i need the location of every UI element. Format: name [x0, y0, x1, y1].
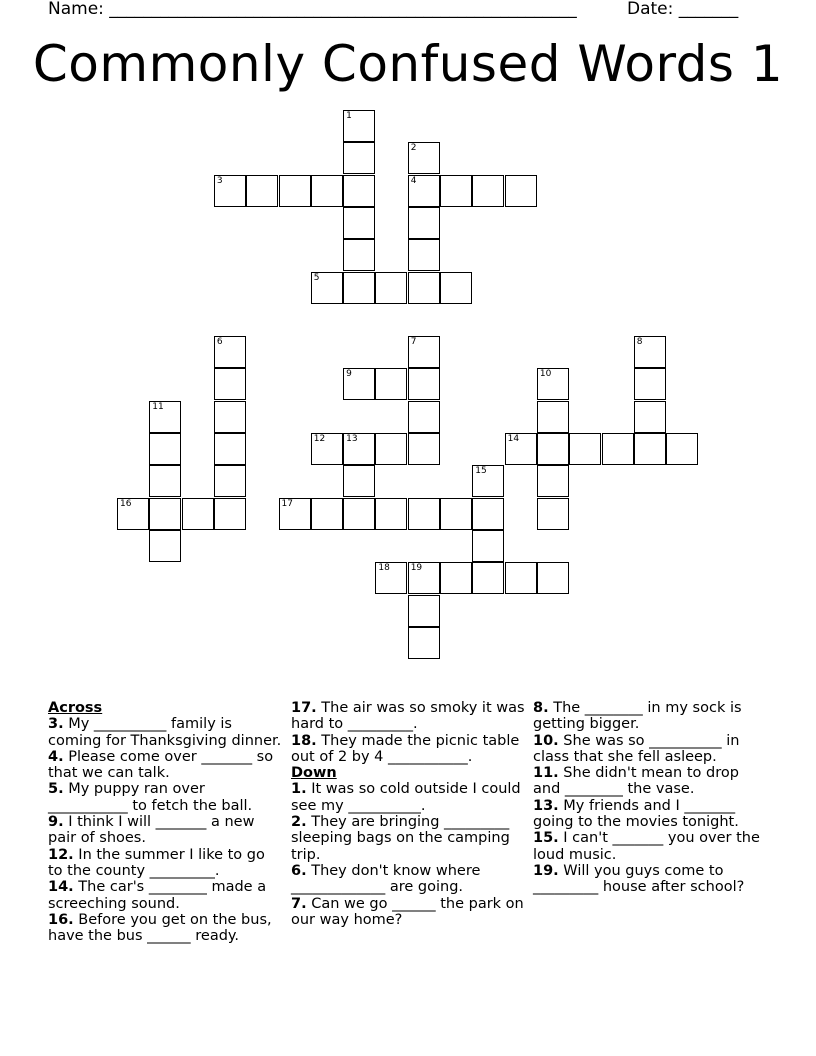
grid-cell[interactable]: [214, 336, 246, 368]
grid-cell[interactable]: [602, 433, 634, 465]
grid-cell[interactable]: [214, 175, 246, 207]
clue-down-6: 6. They don't know where _____________ are going.: [291, 862, 481, 896]
grid-cell[interactable]: [375, 368, 407, 400]
grid-cell[interactable]: [343, 433, 375, 465]
clue-down-15: 15. I can't _______ you over the loud music.: [533, 830, 760, 863]
cell-number: 14: [507, 434, 520, 444]
grid-cell[interactable]: [214, 433, 246, 465]
cell-number: 2: [410, 143, 417, 154]
grid-cell[interactable]: [505, 175, 537, 207]
grid-cell[interactable]: [149, 498, 181, 530]
clue-across-5: 5. My puppy ran over ___________ to fetch the ball.: [48, 781, 253, 814]
grid-cell[interactable]: [408, 336, 440, 368]
grid-cell[interactable]: [408, 562, 440, 594]
grid-cell[interactable]: [375, 272, 407, 304]
grid-cell[interactable]: [343, 272, 375, 304]
grid-cell[interactable]: [311, 272, 343, 304]
grid-cell[interactable]: [343, 175, 375, 207]
grid-cell[interactable]: [117, 498, 149, 530]
grid-cell[interactable]: [214, 368, 246, 400]
clue-across-14: 14. The car's ________ made a screeching sound.: [48, 879, 267, 912]
grid-cell[interactable]: [343, 142, 375, 174]
grid-cell[interactable]: [279, 498, 311, 530]
grid-cell[interactable]: [408, 627, 440, 659]
cell-number: 12: [313, 434, 326, 444]
grid-cell[interactable]: [408, 239, 440, 271]
grid-cell[interactable]: [408, 207, 440, 239]
clues-column-1: [48, 700, 284, 944]
clues-column-2: [291, 700, 527, 928]
clue-down-10: 10. She was so __________ in class that she fell asleep.: [533, 732, 740, 765]
grid-cell[interactable]: [408, 142, 440, 174]
grid-cell[interactable]: [666, 433, 698, 465]
grid-cell[interactable]: [537, 368, 569, 400]
across-heading: Across: [48, 700, 103, 716]
cell-number: 6: [216, 337, 223, 348]
grid-cell[interactable]: [537, 498, 569, 530]
cell-number: 3: [216, 175, 223, 186]
grid-cell[interactable]: [408, 498, 440, 530]
grid-cell[interactable]: [440, 175, 472, 207]
cell-number: 18: [378, 563, 390, 574]
clues-column-3: [533, 700, 769, 896]
grid-cell[interactable]: [472, 498, 504, 530]
clue-across-3: 3. My __________ family is coming for Thanksgiving dinner.: [48, 716, 282, 749]
cell-number: 19: [410, 563, 423, 574]
grid-cell[interactable]: [149, 465, 181, 497]
cell-number: 16: [120, 498, 132, 509]
grid-cell[interactable]: [311, 175, 343, 207]
clue-across-4: 4. Please come over _______ so that we can talk.: [48, 748, 274, 782]
name-field[interactable]: Name: _______________________________________________________: [48, 0, 577, 19]
grid-cell[interactable]: [537, 433, 569, 465]
grid-cell[interactable]: [537, 465, 569, 497]
cell-number: 10: [539, 369, 552, 380]
cell-number: 9: [346, 369, 352, 380]
grid-cell[interactable]: [408, 433, 440, 465]
clue-down-13: 13. My friends and I _______ going to the movies tonight.: [533, 797, 739, 831]
grid-cell[interactable]: [375, 498, 407, 530]
grid-cell[interactable]: [149, 530, 181, 562]
grid-cell[interactable]: [343, 239, 375, 271]
grid-cell[interactable]: [343, 498, 375, 530]
clue-down-1: 1. It was so cold outside I could see my __________.: [291, 781, 521, 814]
grid-cell[interactable]: [375, 433, 407, 465]
grid-cell[interactable]: [214, 401, 246, 433]
grid-cell[interactable]: [408, 368, 440, 400]
grid-cell[interactable]: [505, 562, 537, 594]
clue-down-7: 7. Can we go ______ the park on our way home?: [291, 895, 524, 928]
grid-cell[interactable]: [505, 433, 537, 465]
cell-number: 17: [281, 498, 293, 509]
clue-across-16: 16. Before you get on the bus, have the bus ______ ready.: [48, 911, 272, 945]
grid-cell[interactable]: [634, 401, 666, 433]
grid-cell[interactable]: [246, 175, 278, 207]
cell-number: 5: [313, 272, 320, 283]
cell-number: 13: [346, 434, 358, 444]
grid-cell[interactable]: [634, 368, 666, 400]
grid-cell[interactable]: [149, 433, 181, 465]
grid-cell[interactable]: [537, 562, 569, 594]
grid-cell[interactable]: [537, 401, 569, 433]
clue-down-2: 2. They are bringing _________ sleeping bags on the camping trip.: [291, 814, 510, 863]
grid-cell[interactable]: [408, 595, 440, 627]
page-title: Commonly Confused Words 1: [32, 35, 784, 93]
cell-number: 11: [152, 401, 164, 412]
grid-cell[interactable]: [311, 433, 343, 465]
cell-number: 15: [475, 466, 487, 477]
grid-cell[interactable]: [408, 175, 440, 207]
grid-cell[interactable]: [634, 433, 666, 465]
grid-cell[interactable]: [408, 272, 440, 304]
grid-cell[interactable]: [182, 498, 214, 530]
grid-cell[interactable]: [311, 498, 343, 530]
grid-cell[interactable]: [149, 401, 181, 433]
clue-across-17: 17. The air was so smoky it was hard to _________.: [291, 700, 525, 733]
clue-down-19: 19. Will you guys come to _________ house after school?: [533, 862, 745, 896]
grid-cell[interactable]: [343, 368, 375, 400]
grid-cell[interactable]: [343, 110, 375, 142]
grid-cell[interactable]: [472, 530, 504, 562]
grid-cell[interactable]: [440, 562, 472, 594]
grid-cell[interactable]: [343, 465, 375, 497]
grid-cell[interactable]: [634, 336, 666, 368]
grid-cell[interactable]: [472, 465, 504, 497]
date-field[interactable]: Date: _______: [627, 0, 739, 19]
grid-cell[interactable]: [214, 498, 246, 530]
grid-cell[interactable]: [214, 465, 246, 497]
cell-number: 8: [636, 337, 643, 348]
cell-number: 4: [410, 175, 417, 186]
grid-cell[interactable]: [408, 401, 440, 433]
clue-across-9: 9. I think I will _______ a new pair of shoes.: [48, 814, 255, 847]
clue-across-12: 12. In the summer I like to go to the county _________.: [48, 846, 265, 879]
down-heading: Down: [291, 765, 337, 782]
grid-cell[interactable]: [279, 175, 311, 207]
grid-cell[interactable]: [343, 207, 375, 239]
grid-cell[interactable]: [375, 562, 407, 594]
grid-cell[interactable]: [569, 433, 601, 465]
cell-number: 7: [410, 337, 417, 348]
grid-cell[interactable]: [472, 175, 504, 207]
clue-across-18: 18. They made the picnic table out of 2 by 4 ___________.: [291, 732, 520, 765]
clue-down-8: 8. The ________ in my sock is getting bigger.: [533, 700, 742, 733]
grid-cell[interactable]: [440, 272, 472, 304]
grid-cell[interactable]: [472, 562, 504, 594]
clue-down-11: 11. She didn't mean to drop and ________ the vase.: [533, 765, 739, 798]
grid-cell[interactable]: [440, 498, 472, 530]
cell-number: 1: [346, 111, 352, 121]
